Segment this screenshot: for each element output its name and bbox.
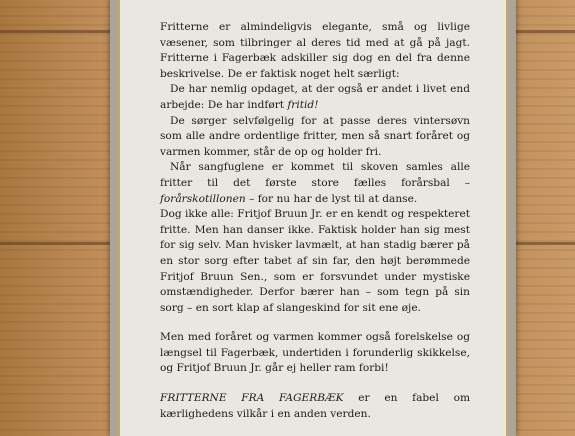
emphasis-text: forårskotillonen [160,192,246,205]
emphasis-text: fritid! [287,98,319,111]
blurb-text [160,20,470,422]
paragraph: De sørger selvfølgelig for at passe deres vintersøvn som alle andre ordentlige fritter, men så snart foråret og varmen kommer, står de op og holder fri. [160,114,470,158]
paragraph: De har nemlig opdaget, at der også er andet i livet end arbejde: De har indført fritid! [160,83,470,111]
paragraph: Dog ikke alle: Fritjof Bruun Jr. er en kendt og respekteret fritte. Men han danser ikke. Faktisk holder han sig mest for sig selv. Man hvisker lavmælt, at han stadig bærer på en stor sorg efter tabet af sin far, den højt berømmede Fritjof Bruun Sen., som er forsvundet under mystiske omstændigheder. Derfor bærer han – som tegn på sin sorg – en sort klap af slangeskind for sit ene øje. [160,208,470,314]
book-back-cover [118,0,508,436]
paragraph: FRITTERNE FRA FAGERBÆK er en fabel om kærlighedens vilkår i en anden verden. [160,392,470,420]
paragraph: Fritterne er almindeligvis elegante, små og livlige væsener, som tilbringer al deres tid med at gå på jagt. Fritterne i Fagerbæk adskiller sig dog en del fra denne beskrivelse. De er faktisk noget helt særligt: [160,21,470,80]
book-title-text: FRITTERNE FRA FAGERBÆK [160,392,344,405]
paragraph: Når sangfuglene er kommet til skoven samles alle fritter til det første store fælles forårsbal – forårskotillonen – for nu har de lyst til at danse. [160,161,470,205]
paragraph: Men med foråret og varmen kommer også forelskelse og længsel til Fagerbæk, undertiden i forunderlig skikkelse, og Fritjof Bruun Jr. går ej heller ram forbi! [160,331,470,375]
